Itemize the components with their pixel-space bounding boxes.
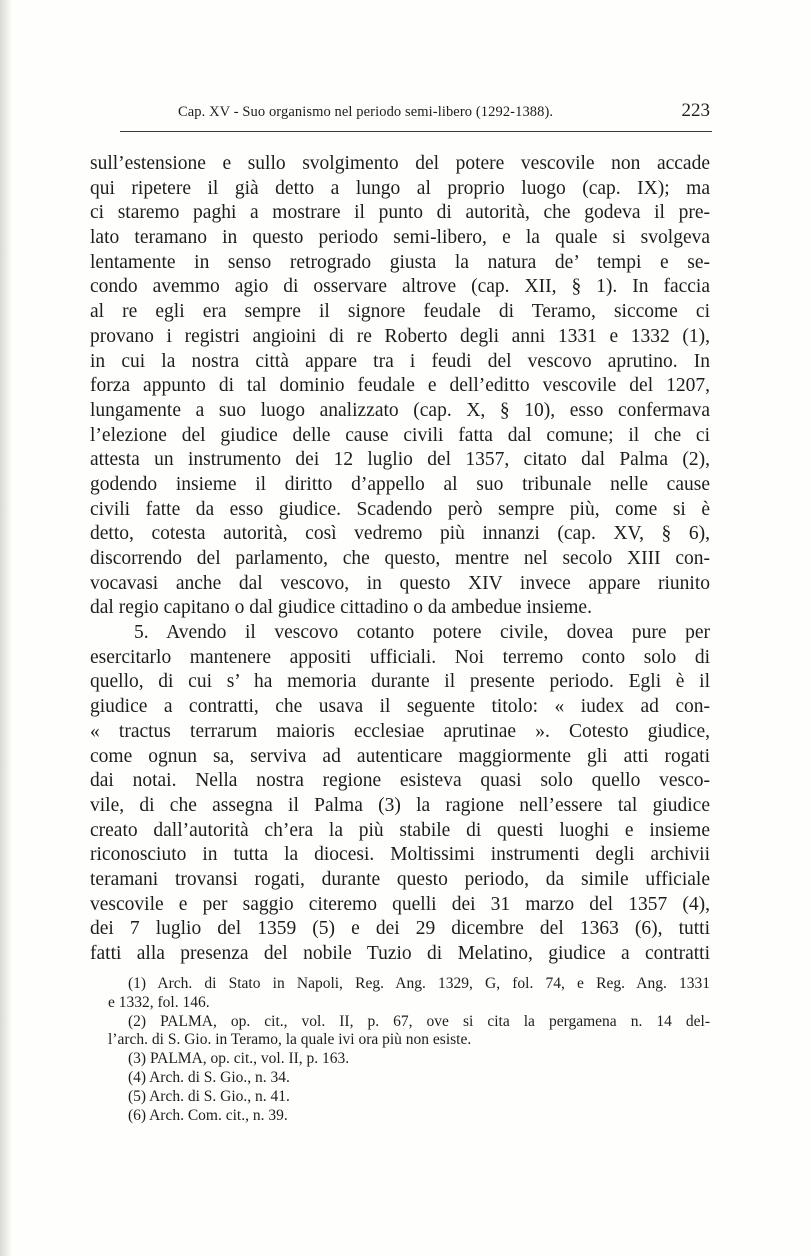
text-line: quello, di cui s’ ha memoria durante il presente periodo. Egli è il: [90, 671, 710, 693]
footnote-5: (5) Arch. di S. Gio., n. 41.: [128, 1087, 290, 1105]
text-line: ci staremo paghi a mostrare il punto di autorità, che godeva il pre-: [90, 202, 710, 224]
text-line: esercitarlo mantenere appositi ufficiali. Noi terremo conto solo di: [90, 646, 710, 668]
text-line: qui ripetere il già detto a lungo al proprio luogo (cap. IX); ma: [90, 177, 710, 199]
page-number: 223: [681, 100, 710, 121]
text-line: civili fatte da esso giudice. Scadendo però sempre più, come si è: [90, 498, 710, 520]
running-title: Cap. XV - Suo organismo nel periodo semi-libero (1292-1388).: [178, 104, 554, 120]
footnotes: [108, 975, 710, 1125]
text-line: attesta un instrumento dei 12 luglio del 1357, citato dal Palma (2),: [90, 449, 710, 471]
text-line: lungamente a suo luogo analizzato (cap. X, § 10), esso confermava: [90, 399, 710, 421]
footnote-1: (1) Arch. di Stato in Napoli, Reg. Ang. 1329, G, fol. 74, e Reg. Ang. 1331: [128, 975, 710, 992]
text-line: sull’estensione e sullo svolgimento del potere vescovile non accade: [90, 153, 710, 174]
text-line: teramani trovansi rogati, durante questo periodo, da simile ufficiale: [90, 868, 710, 890]
text-line: discorrendo del parlamento, che questo, mentre nel secolo XIII con-: [90, 548, 710, 569]
text-line: al re egli era sempre il signore feudale di Teramo, siccome ci: [90, 301, 710, 323]
text-line: vocavasi anche dal vescovo, in questo XIV invece appare riunito: [90, 572, 710, 594]
text-line: condo avemmo agio di osservare altrove (cap. XII, § 1). In faccia: [90, 276, 710, 298]
page-binding-shadow: [0, 0, 12, 1256]
body-text: [90, 152, 710, 967]
text-line: giudice a contratti, che usava il seguente titolo: « iudex ad con-: [90, 696, 710, 718]
text-line: provano i registri angioini di re Roberto degli anni 1331 e 1332 (1),: [90, 325, 710, 347]
text-line: vescovile e per saggio citeremo quelli dei 31 marzo del 1357 (4),: [90, 893, 710, 915]
text-line: « tractus terrarum maioris ecclesiae aprutinae ». Cotesto giudice,: [90, 720, 710, 742]
footnote-4: (4) Arch. di S. Gio., n. 34.: [128, 1068, 290, 1086]
text-line: l’elezione del giudice delle cause civili fatta dal comune; il che ci: [90, 424, 710, 446]
page-header: [120, 100, 710, 130]
text-line: fatti alla presenza del nobile Tuzio di Melatino, giudice a contratti: [90, 943, 710, 964]
text-line: in cui la nostra città appare tra i feudi del vescovo aprutino. In: [90, 350, 710, 372]
text-line: detto, cotesta autorità, così vedremo più innanzi (cap. XV, § 6),: [90, 523, 710, 545]
footnote-2-continued: l’arch. di S. Gio. in Teramo, la quale ivi ora più non esiste.: [108, 1031, 472, 1049]
paragraph-start-line: 5. Avendo il vescovo cotanto potere civile, dovea pure per: [134, 622, 710, 644]
footnote-1-continued: e 1332, fol. 146.: [108, 993, 210, 1011]
text-line: lato teramano in questo periodo semi-libero, e la quale si svolgeva: [90, 227, 710, 249]
footnote-2: (2) PALMA, op. cit., vol. II, p. 67, ove si cita la pergamena n. 14 del-: [128, 1012, 710, 1030]
text-line: dai notai. Nella nostra regione esisteva quasi solo quello vesco-: [90, 770, 710, 792]
text-line: forza appunto di tal dominio feudale e dell’editto vescovile del 1207,: [90, 375, 710, 397]
text-line: godendo insieme il diritto d’appello al suo tribunale nelle cause: [90, 473, 710, 495]
text-line: vile, di che assegna il Palma (3) la ragione nell’essere tal giudice: [90, 794, 710, 816]
text-line: riconosciuto in tutta la diocesi. Moltissimi instrumenti degli archivii: [90, 844, 710, 866]
text-line: come ognun sa, serviva ad autenticare maggiormente gli atti rogati: [90, 745, 710, 767]
footnote-6: (6) Arch. Com. cit., n. 39.: [128, 1106, 288, 1124]
footnote-3: (3) PALMA, op. cit., vol. II, p. 163.: [128, 1050, 350, 1068]
text-line: lentamente in senso retrogrado giusta la natura de’ tempi e se-: [90, 251, 710, 273]
text-line: dei 7 luglio del 1359 (5) e dei 29 dicembre del 1363 (6), tutti: [90, 918, 710, 940]
text-line: creato dall’autorità ch’era la più stabile di questi luoghi e insieme: [90, 819, 710, 841]
header-rule: [120, 131, 712, 132]
text-line: dal regio capitano o dal giudice cittadino o da ambedue insieme.: [90, 597, 592, 619]
